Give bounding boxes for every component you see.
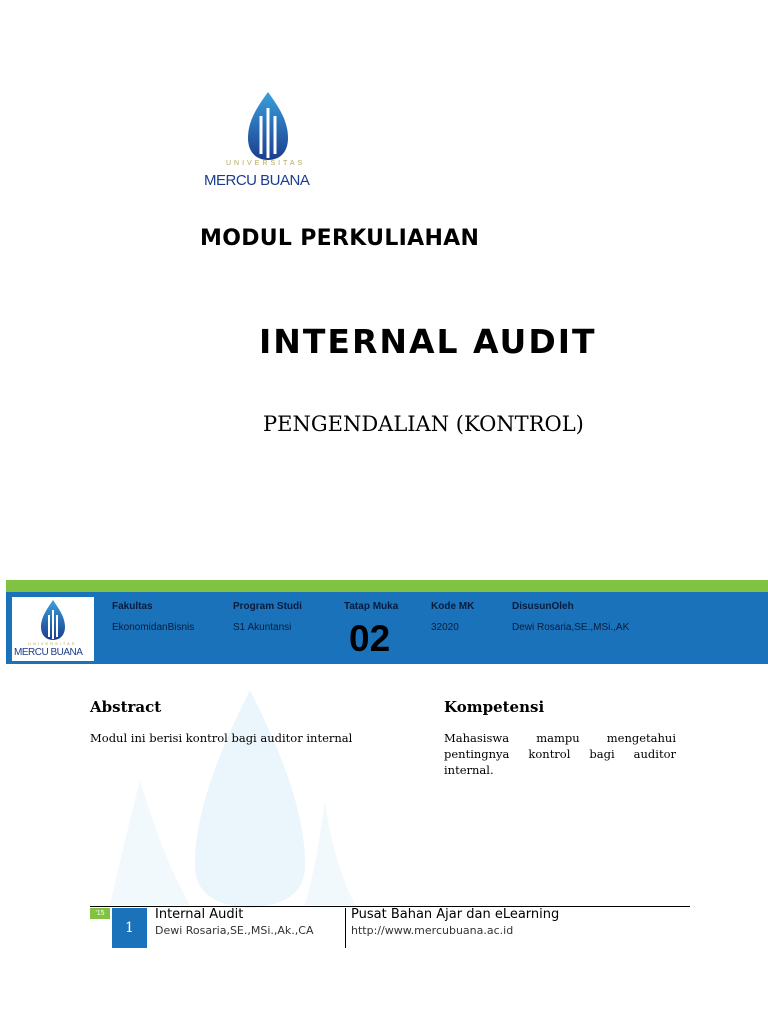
footer-author: Dewi Rosaria,SE.,MSi.,Ak.,CA <box>155 924 314 937</box>
logo-name: MERCU BUANA <box>14 647 83 658</box>
logo-university-label: UNIVERSITAS <box>28 641 77 646</box>
band-logo <box>12 597 94 661</box>
prodi-label: Program Studi <box>233 601 302 612</box>
course-subtitle: PENGENDALIAN (KONTROL) <box>263 412 584 436</box>
abstract-heading: Abstract <box>90 698 162 716</box>
footer-url-link[interactable]: http://www.mercubuana.ac.id <box>351 924 514 937</box>
abstract-text: Modul ini berisi kontrol bagi auditor internal <box>90 731 353 745</box>
kompetensi-text: Mahasiswa mampu mengetahui pentingnya kontrol bagi auditor internal. <box>444 731 676 777</box>
footer-course-title: Internal Audit <box>155 907 244 922</box>
footer-center-name: Pusat Bahan Ajar dan eLearning <box>351 907 560 922</box>
course-title: INTERNAL AUDIT <box>259 322 597 361</box>
disusun-oleh-label: DisusunOleh <box>512 601 574 612</box>
green-stripe <box>6 580 768 592</box>
mercu-buana-emblem-icon <box>200 86 336 166</box>
kompetensi-heading: Kompetensi <box>444 698 545 716</box>
fakultas-value: EkonomidanBisnis <box>112 622 195 633</box>
logo-name: MERCU BUANA <box>204 172 310 189</box>
logo-university-label: UNIVERSITAS <box>226 160 306 167</box>
kode-mk-value: 32020 <box>431 622 459 633</box>
footer-year-badge: '15 <box>90 908 110 919</box>
university-logo <box>200 86 336 196</box>
fakultas-label: Fakultas <box>112 601 153 612</box>
tatap-muka-label: Tatap Muka <box>344 601 399 612</box>
disusun-oleh-value: Dewi Rosaria,SE.,MSi.,AK <box>512 622 630 633</box>
tatap-muka-value: 02 <box>349 618 391 659</box>
footer-page-number: 1 <box>112 908 147 948</box>
footer-divider <box>345 908 346 948</box>
prodi-value: S1 Akuntansi <box>233 622 292 633</box>
kode-mk-label: Kode MK <box>431 601 475 612</box>
watermark-emblem-icon <box>100 690 360 910</box>
modul-title: MODUL PERKULIAHAN <box>200 226 480 251</box>
mercu-buana-emblem-icon <box>12 597 94 643</box>
